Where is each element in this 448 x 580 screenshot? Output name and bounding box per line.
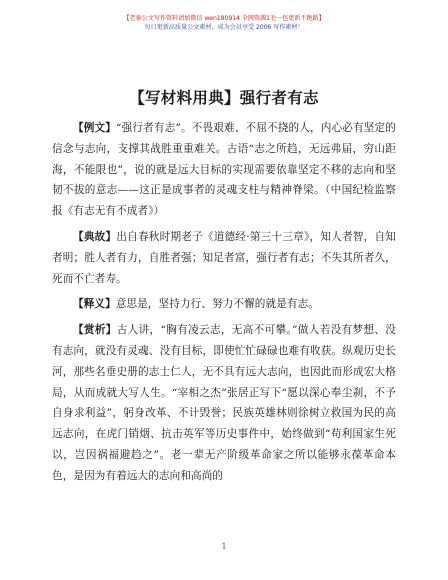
paragraph-tag: 【赏析】: [73, 324, 117, 337]
document-title: 【写材料用典】强行者有志: [129, 89, 319, 107]
paragraph-meaning: [52, 294, 396, 315]
paragraph-tag: 【释义】: [73, 298, 116, 311]
paragraph-text: “强行者有志”。不畏艰难、不屈不挠的人，内心必有坚定的信念与志向，支撑其战胜重重难关。古语“志之所趋，无远弗届，穷山距海，不能限也”，说的就是远大目标的实现需要依靠坚定不移的志向和坚韧不拔的意志——这正是成事者的灵魂支柱与精神脊梁。（中国纪检监察报《有志无有不成者》）: [52, 122, 397, 218]
paragraph-example: [52, 118, 396, 222]
document-body: [52, 118, 396, 492]
paragraph-tag: 【例文】: [73, 122, 117, 134]
page-number: 1: [221, 542, 227, 551]
paragraph-allusion: [52, 227, 396, 289]
banner-line-2: 每日更新高质量公文素材，成为会员享受 2006 写作素材！: [144, 24, 304, 31]
paragraph-tag: 【典故】: [73, 230, 117, 243]
paragraph-appreciation: [52, 320, 396, 486]
banner-line-1: 【老秦公文写作资料请加微信 wen180914 全网资源1毛一包更新不跑路】: [123, 15, 325, 22]
header-banner: [0, 14, 448, 32]
paragraph-text: 意思是，坚持力行、努力不懈的就是有志。: [115, 298, 319, 311]
paragraph-text: 出自春秋时期老子《道德经·第三十三章》，知人者智，自知者明；胜人者有力，自胜者强；知足者富，强行者有志；不失其所者久，死而不亡者寿。: [52, 230, 396, 285]
paragraph-text: 古人讲，“胸有凌云志，无高不可攀。”做人若没有梦想、没有志向，就没有灵魂、没有目标，即使忙忙碌碌也难有收获。纵观历史长河，那些名垂史册的志士仁人，无不具有远大志向，也因此而形成宏大格局，从而成就大写人生。“宰相之杰”张居正写下“愿以深心奉尘刹，不予自身求利益”，躬身改革、不计毁誉；民族英雄林则徐树立救国为民的高远志向，在虎门销烟、抗击英军等历史事件中，始终做到“苟利国家生死以，岂因祸福避趋之”。老一辈无产阶级革命家之所以能够永葆革命本色，是因为有着远大的志向和高尚的: [52, 324, 396, 482]
